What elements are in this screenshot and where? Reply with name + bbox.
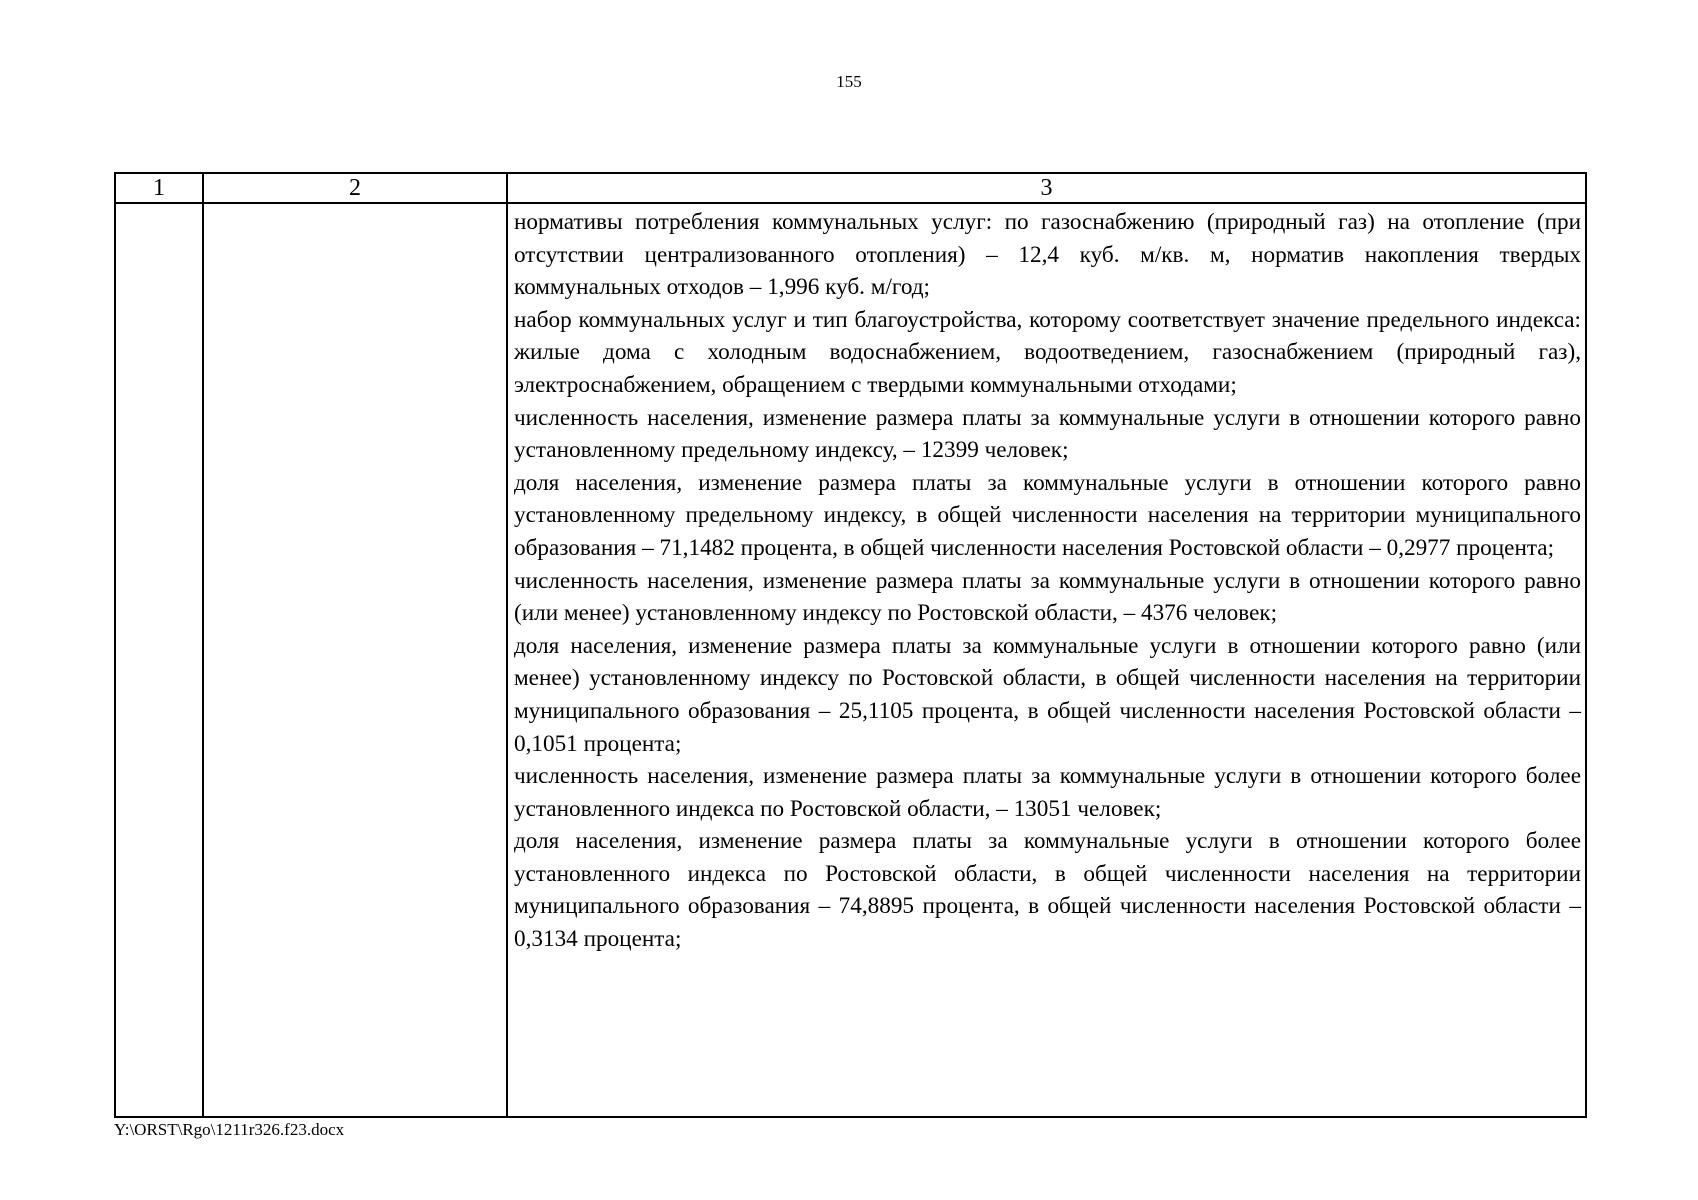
table-header-row	[115, 173, 1586, 203]
paragraph-consumption-norms: нормативы потребления коммунальных услуг: по газоснабжению (природный газ) на отопление (при отсутствии централизованного отопления) – 12,4 куб. м/кв. м, норматив накопления твердых коммунальных отходов – 1,996 куб. м/год;	[514, 209, 1581, 301]
cell-column-3	[507, 203, 1586, 1117]
document-table	[114, 172, 1587, 1118]
cell-column-1	[115, 203, 203, 1117]
cell-column-2	[203, 203, 507, 1117]
paragraph-population-equal-or-less: численность населения, изменение размера платы за коммунальные услуги в отношении которого равно (или менее) установленному индексу по Ростовской области, – 4376 человек;	[514, 567, 1581, 627]
table-row	[115, 203, 1586, 1117]
column-header-1: 1	[115, 173, 203, 203]
column-header-3: 3	[507, 173, 1586, 203]
page-number: 155	[836, 72, 862, 91]
paragraph-share-equal-or-less: доля населения, изменение размера платы за коммунальные услуги в отношении которого равно (или менее) установленному индексу по Ростовской области, в общей численности населения на территории муниципального образования – 25,1105 процента, в общей численности населения Ростовской области – 0,1051 процента;	[514, 632, 1581, 757]
paragraph-population-more: численность населения, изменение размера платы за коммунальные услуги в отношении которого более установленного индекса по Ростовской области, – 13051 человек;	[514, 763, 1581, 822]
footer-file-path: Y:\ORST\Rgo\1211r326.f23.docx	[114, 1120, 345, 1139]
column-header-2: 2	[203, 173, 507, 203]
paragraph-services-set: набор коммунальных услуг и тип благоустройства, которому соответствует значение предельного индекса: жилые дома с холодным водоснабжением, водоотведением, газоснабжением (природный газ), электроснабжением, обращением с твердыми коммунальными отходами;	[514, 306, 1581, 398]
paragraph-share-equal: доля населения, изменение размера платы за коммунальные услуги в отношении которого равно установленному предельному индексу, в общей численности населения на территории муниципального образования – 71,1482 процента, в общей численности населения Ростовской области – 0,2977 процента;	[514, 469, 1581, 561]
paragraph-population-equal: численность населения, изменение размера платы за коммунальные услуги в отношении которого равно установленному предельному индексу, – 12399 человек;	[514, 404, 1581, 464]
paragraph-share-more: доля населения, изменение размера платы за коммунальные услуги в отношении которого более установленного индекса по Ростовской области, в общей численности населения на территории муниципального образования – 74,8895 процента, в общей численности населения Ростовской области – 0,3134 процента;	[514, 828, 1581, 953]
